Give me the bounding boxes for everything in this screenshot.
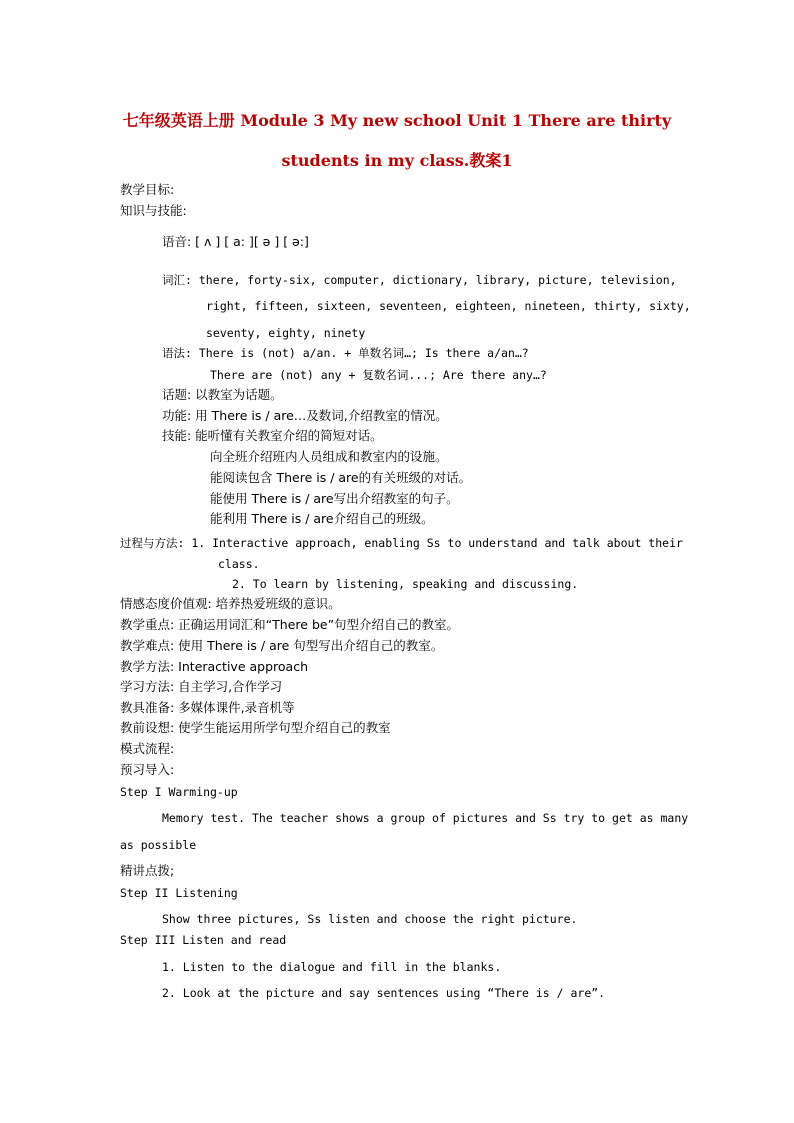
step3-item-1: 1. Listen to the dialogue and fill in the blanks. [162,960,502,974]
step2-title: Step II Listening [120,886,238,900]
study-method-line: 学习方法: 自主学习,合作学习 [120,679,283,694]
preview-line: 预习导入: [120,762,175,777]
step3-title: Step III Listen and read [120,933,287,947]
hypothesis-line: 教前设想: 使学生能运用所学句型介绍自己的教室 [120,720,391,735]
step1-title: Step I Warming-up [120,785,238,799]
skill-line-1: 技能: 能听懂有关教室介绍的简短对话。 [162,428,383,443]
process-line-3: 2. To learn by listening, speaking and discussing. [232,577,579,591]
skill-line-5: 能利用 There is / are介绍自己的班级。 [210,511,434,526]
grammar-line-2: There are (not) any + 复数名词...; Are there any…? [210,368,547,382]
function-line: 功能: 用 There is / are…及数词,介绍教室的情况。 [162,408,448,423]
tools-line: 教具准备: 多媒体课件,录音机等 [120,700,295,715]
document-title-line-2: students in my class.教案1 [281,151,513,170]
process-line-1: 过程与方法: 1. Interactive approach, enabling Ss to understand and talk about their [120,536,683,550]
skill-line-4: 能使用 There is / are写出介绍教室的句子。 [210,491,459,506]
vocab-line-3: seventy, eighty, ninety [206,326,366,340]
objectives-heading: 教学目标: [120,182,175,197]
mode-line: 模式流程: [120,741,175,756]
skills-heading: 知识与技能: [120,203,187,218]
step1-text-line-1: Memory test. The teacher shows a group of pictures and Ss try to get as many [162,811,689,825]
method-line: 教学方法: Interactive approach [120,659,308,674]
step1-text-line-2: as possible [120,838,197,852]
difficulty-line: 教学难点: 使用 There is / are 句型写出介绍自己的教室。 [120,638,444,653]
vocab-line-2: right, fifteen, sixteen, seventeen, eighteen, nineteen, thirty, sixty, [206,299,691,313]
step3-item-2: 2. Look at the picture and say sentences using “There is / are”. [162,986,606,1000]
key-point-line: 教学重点: 正确运用词汇和“There be”句型介绍自己的教室。 [120,617,460,632]
grammar-line-1: 语法: There is (not) a/an. + 单数名词…; Is there a/an…? [162,346,529,360]
guide-line: 精讲点拨; [120,863,175,878]
topic-line: 话题: 以教室为话题。 [162,387,283,402]
skill-line-2: 向全班介绍班内人员组成和教室内的设施。 [210,449,448,464]
phonetics-line: 语音: [ ʌ ] [ a: ][ ə ] [ ə:] [162,234,309,249]
document-title-line-1: 七年级英语上册 Module 3 My new school Unit 1 There are thirty [122,111,672,130]
process-line-2: class. [218,557,260,571]
vocab-line-1: 词汇: there, forty-six, computer, dictionary, library, picture, television, [162,273,677,287]
emotion-line: 情感态度价值观: 培养热爱班级的意识。 [120,596,341,611]
step2-text: Show three pictures, Ss listen and choose the right picture. [162,912,578,926]
skill-line-3: 能阅读包含 There is / are的有关班级的对话。 [210,470,472,485]
